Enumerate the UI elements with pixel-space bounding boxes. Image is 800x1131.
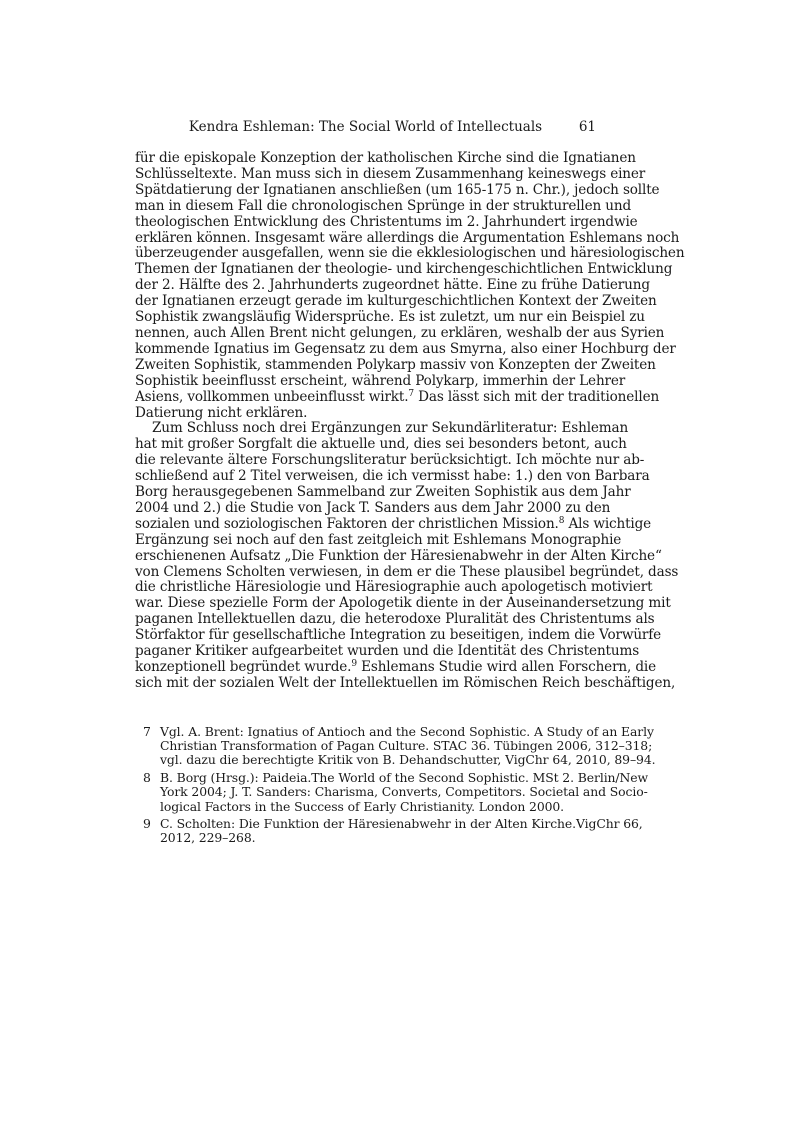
text-line: Schlüsseltexte. Man muss sich in diesem Zusammenhang keineswegs einer — [135, 165, 646, 182]
footnote-number: 8 — [143, 770, 151, 786]
line-text: Als wichtige — [564, 515, 652, 532]
footnote-line: C. Scholten: Die Funktion der Häresienabwehr in der Alten Kirche.VigChr 66, — [160, 816, 643, 832]
text-line: theologischen Entwicklung des Christentums im 2. Jahrhundert irgendwie — [135, 213, 638, 230]
footnote-number: 9 — [143, 816, 151, 832]
text-line: von Clemens Scholten verwiesen, in dem er die These plausibel begründet, dass — [135, 563, 679, 580]
text-line: überzeugender ausgefallen, wenn sie die ekklesiologischen und häresiologischen — [135, 245, 685, 262]
text-line: der Ignatianen erzeugt gerade im kulturgeschichtlichen Kontext der Zweiten — [135, 293, 657, 310]
text-line: paganen Intellektuellen dazu, die heterodoxe Pluralität des Christentums als — [135, 611, 655, 628]
text-line: erschienenen Aufsatz „Die Funktion der Häresienabwehr in der Alten Kirche“ — [135, 547, 662, 564]
footnote-reference: 7 — [408, 388, 414, 399]
text-line: der 2. Hälfte des 2. Jahrhunderts zugeordnet hätte. Eine zu frühe Datierung — [135, 277, 650, 294]
text-line — [135, 388, 660, 406]
footnote-reference: 8 — [558, 515, 565, 526]
main-text — [135, 150, 685, 692]
text-line: sich mit der sozialen Welt der Intellektuellen im Römischen Reich beschäftigen, — [135, 674, 676, 691]
line-text: sozialen und soziologischen Faktoren der christlichen Mission. — [135, 515, 559, 532]
text-line — [135, 515, 652, 533]
footnote-line: vgl. dazu die berechtigte Kritik von B. Dehandschutter, VigChr 64, 2010, 89–94. — [160, 752, 656, 768]
text-line: für die episkopale Konzeption der katholischen Kirche sind die Ignatianen — [135, 150, 636, 166]
text-line — [135, 659, 657, 676]
footnotes — [135, 724, 656, 849]
text-line: Themen der Ignatianen der theologie- und kirchengeschichtlichen Entwicklung — [135, 261, 673, 278]
paragraph — [135, 150, 685, 421]
line-text: Das lässt sich mit der traditionellen — [413, 388, 660, 405]
text-line: erklären können. Insgesamt wäre allerdings die Argumentation Eshlemans noch — [135, 229, 680, 246]
text-line: war. Diese spezielle Form der Apologetik diente in der Auseinandersetzung mit — [135, 595, 671, 612]
text-line: Zweiten Sophistik, stammenden Polykarp massiv von Konzepten der Zweiten — [135, 356, 656, 373]
text-line: Spätdatierung der Ignatianen anschließen (um 165-175 n. Chr.), jedoch sollte — [135, 181, 660, 198]
footnote-line: York 2004; J. T. Sanders: Charisma, Converts, Competitors. Societal and Socio- — [160, 784, 648, 800]
text-line: die relevante ältere Forschungsliteratur berücksichtigt. Ich möchte nur ab- — [135, 452, 645, 469]
text-line: die christliche Häresiologie und Häresiographie auch apologetisch motiviert — [135, 579, 653, 596]
footnote-reference: 9 — [351, 659, 357, 669]
text-line: Ergänzung sei noch auf den fast zeitgleich mit Eshlemans Monographie — [135, 531, 622, 548]
text-line: Störfaktor für gesellschaftliche Integration zu beseitigen, indem die Vorwürfe — [135, 627, 662, 644]
footnote-line: Christian Transformation of Pagan Culture. STAC 36. Tübingen 2006, 312–318; — [160, 738, 653, 754]
footnote — [135, 724, 656, 768]
text-line: Borg herausgegebenen Sammelband zur Zweiten Sophistik aus dem Jahr — [135, 484, 631, 501]
line-text: Asiens, vollkommen unbeeinflusst wirkt. — [135, 388, 409, 405]
text-line: Sophistik beeinflusst erscheint, während Polykarp, immerhin der Lehrer — [135, 372, 626, 389]
text-line: nennen, auch Allen Brent nicht gelungen, zu erklären, weshalb der aus Syrien — [135, 324, 665, 341]
text-line: man in diesem Fall die chronologischen Sprünge in der strukturellen und — [135, 197, 632, 214]
text-line: 2004 und 2.) die Studie von Jack T. Sanders aus dem Jahr 2000 zu den — [135, 499, 611, 516]
line-text: konzeptionell begründet wurde. — [135, 659, 352, 675]
text-line: Zum Schluss noch drei Ergänzungen zur Sekundärliteratur: Eshleman — [152, 420, 629, 437]
running-title: Kendra Eshleman: The Social World of Intellectuals — [188, 119, 543, 135]
footnote — [135, 770, 648, 814]
paragraph — [135, 420, 679, 691]
text-line: hat mit großer Sorgfalt die aktuelle und, dies sei besonders betont, auch — [135, 436, 627, 453]
text-line: kommende Ignatius im Gegensatz zu dem aus Smyrna, also einer Hochburg der — [135, 340, 676, 357]
text-line: paganer Kritiker aufgearbeitet wurden und die Identität des Christentums — [135, 643, 640, 660]
page-number: 61 — [578, 119, 596, 135]
footnote-line: B. Borg (Hrsg.): Paideia.The World of the Second Sophistic. MSt 2. Berlin/New — [160, 770, 648, 786]
footnote-line: Vgl. A. Brent: Ignatius of Antioch and the Second Sophistic. A Study of an Early — [160, 724, 654, 739]
footnote — [135, 816, 643, 846]
text-line: Sophistik zwangsläufig Widersprüche. Es ist zuletzt, um nur ein Beispiel zu — [135, 309, 645, 326]
text-line: schließend auf 2 Titel verweisen, die ich vermisst habe: 1.) den von Barbara — [135, 468, 650, 485]
footnote-number: 7 — [143, 724, 151, 739]
running-header — [135, 119, 596, 135]
text-line: Datierung nicht erklären. — [135, 404, 308, 421]
footnote-line: 2012, 229–268. — [160, 830, 256, 846]
line-text: Eshlemans Studie wird allen Forschern, die — [356, 659, 657, 675]
footnote-line: logical Factors in the Success of Early Christianity. London 2000. — [160, 798, 565, 814]
